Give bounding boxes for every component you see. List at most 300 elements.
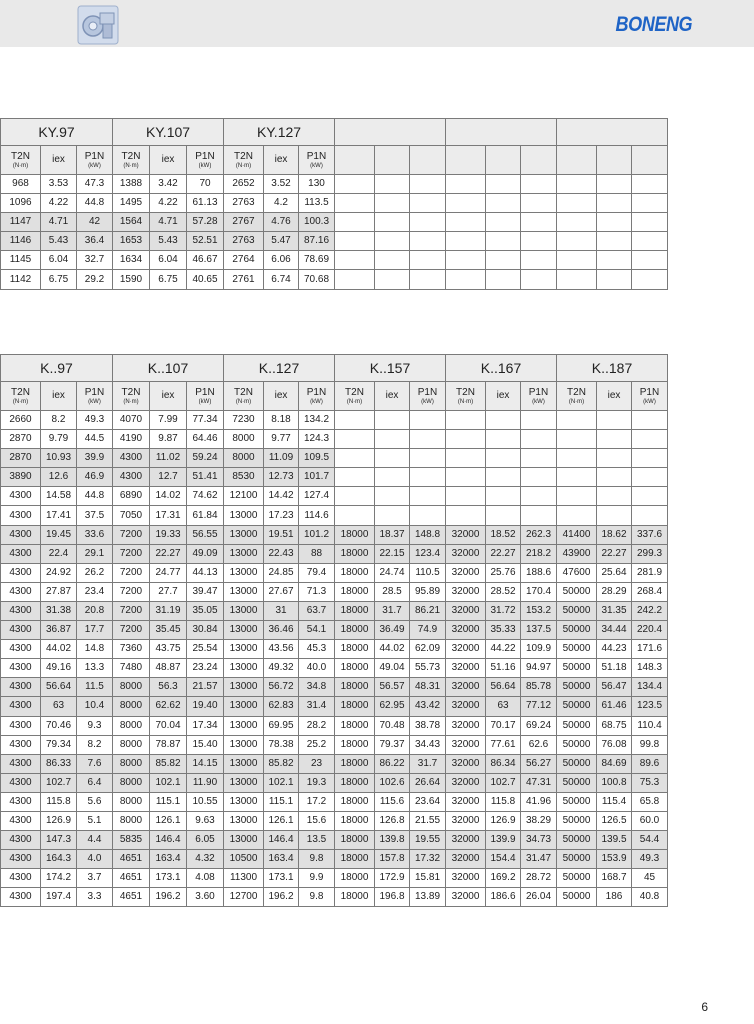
table-cell: 13000: [224, 678, 264, 697]
table-cell: 65.8: [632, 792, 668, 811]
table-cell: 47.31: [521, 773, 557, 792]
table-cell: 23.64: [410, 792, 446, 811]
table-cell: 4070: [113, 411, 150, 430]
table-cell: 8.2: [77, 735, 113, 754]
table-cell: 21.55: [410, 811, 446, 830]
power-label: P1N: [84, 150, 105, 162]
table-cell: 3.60: [187, 888, 224, 907]
table-cell: 70.48: [375, 716, 410, 735]
torque-label: T2N: [11, 386, 30, 398]
table-cell: 8000: [224, 449, 264, 468]
table-cell: [410, 270, 446, 289]
table-cell: 8000: [224, 430, 264, 449]
table-cell: 101.2: [299, 525, 335, 544]
table-cell: 15.40: [187, 735, 224, 754]
table-cell: 50000: [557, 869, 597, 888]
table-cell: [335, 506, 375, 525]
table-cell: 19.45: [41, 525, 77, 544]
table-cell: 11.02: [150, 449, 187, 468]
col-header-i: [150, 382, 187, 411]
table-cell: 9.9: [299, 869, 335, 888]
power-unit: (kW): [310, 398, 323, 405]
table-cell: [632, 411, 668, 430]
table-cell: 4300: [1, 831, 41, 850]
table-cell: 49.09: [187, 544, 224, 563]
table-row: [1, 213, 668, 232]
table-cell: 268.4: [632, 582, 668, 601]
table-cell: [486, 251, 521, 270]
table-cell: [557, 194, 597, 213]
table-cell: 45: [632, 869, 668, 888]
table-cell: 8000: [113, 735, 150, 754]
table-cell: 35.33: [486, 621, 521, 640]
table-cell: [410, 449, 446, 468]
table-cell: 126.5: [597, 811, 632, 830]
table-cell: [410, 411, 446, 430]
table-row: [1, 697, 668, 716]
table-cell: 2761: [224, 270, 264, 289]
col-header-p: [632, 146, 668, 175]
table-cell: 153.9: [597, 850, 632, 869]
table-cell: 4651: [113, 850, 150, 869]
table-cell: 56.3: [150, 678, 187, 697]
table-cell: 32000: [446, 640, 486, 659]
table-cell: 77.12: [521, 697, 557, 716]
torque-label: T2N: [121, 150, 141, 162]
table-cell: 102.7: [486, 773, 521, 792]
table-cell: 17.7: [77, 621, 113, 640]
table-cell: 6.75: [41, 270, 77, 289]
table-cell: 4.22: [150, 194, 187, 213]
table-cell: 1146: [1, 232, 41, 251]
table-cell: 50000: [557, 601, 597, 620]
table-cell: 56.55: [187, 525, 224, 544]
table-cell: 45.3: [299, 640, 335, 659]
table-cell: 29.2: [77, 270, 113, 289]
table-cell: 38.29: [521, 811, 557, 830]
table-cell: [446, 430, 486, 449]
col-header-t: [224, 382, 264, 411]
table-cell: 32000: [446, 544, 486, 563]
table-cell: 9.87: [150, 430, 187, 449]
table-cell: 17.2: [299, 792, 335, 811]
col-header-p: [299, 382, 335, 411]
table-cell: 63: [41, 697, 77, 716]
table-cell: 9.8: [299, 888, 335, 907]
table-cell: 56.57: [375, 678, 410, 697]
power-unit: (kW): [88, 398, 101, 405]
torque-unit: (N·m): [457, 398, 474, 405]
table-cell: 4.76: [264, 213, 299, 232]
table-cell: 31.38: [41, 601, 77, 620]
col-header-p: [187, 146, 224, 175]
ky-series-table: [0, 118, 668, 290]
table-cell: 13.5: [299, 831, 335, 850]
table-cell: [632, 430, 668, 449]
table-cell: 18000: [335, 640, 375, 659]
table-cell: [486, 430, 521, 449]
table-cell: [410, 506, 446, 525]
table-cell: 3.7: [77, 869, 113, 888]
torque-unit: (N·m): [123, 162, 139, 169]
table-cell: 22.43: [264, 544, 299, 563]
table-cell: [632, 251, 668, 270]
table-cell: 2652: [224, 175, 264, 194]
table-row: [1, 811, 668, 830]
table-cell: 13000: [224, 621, 264, 640]
table-cell: 34.43: [410, 735, 446, 754]
table-cell: 148.8: [410, 525, 446, 544]
table-cell: 54.4: [632, 831, 668, 850]
table-cell: [335, 251, 375, 270]
table-cell: 50000: [557, 773, 597, 792]
torque-label: T2N: [234, 150, 253, 162]
table-cell: 70.17: [486, 716, 521, 735]
table-cell: [446, 270, 486, 289]
table-row: [1, 411, 668, 430]
table-cell: 4300: [113, 449, 150, 468]
table-cell: 14.15: [187, 754, 224, 773]
table-cell: 115.6: [375, 792, 410, 811]
table-row: [1, 251, 668, 270]
table-cell: 78.38: [264, 735, 299, 754]
col-header-i: [597, 146, 632, 175]
table-cell: [410, 487, 446, 506]
table-cell: 100.8: [597, 773, 632, 792]
table-cell: 46.9: [77, 468, 113, 487]
table-cell: 51.16: [486, 659, 521, 678]
table-cell: [375, 468, 410, 487]
table-cell: 4300: [1, 544, 41, 563]
table-cell: 4300: [1, 506, 41, 525]
table-cell: 40.8: [632, 888, 668, 907]
table-cell: [446, 506, 486, 525]
table-cell: 13000: [224, 601, 264, 620]
table-cell: 78.87: [150, 735, 187, 754]
table-cell: 32000: [446, 735, 486, 754]
table-cell: 50000: [557, 888, 597, 907]
table-cell: 34.8: [299, 678, 335, 697]
table-row: [1, 506, 668, 525]
table-cell: 64.46: [187, 430, 224, 449]
col-header-i: [41, 382, 77, 411]
table-cell: 14.42: [264, 487, 299, 506]
table-cell: 50000: [557, 678, 597, 697]
column-header-row: [1, 146, 668, 175]
table-cell: 86.22: [375, 754, 410, 773]
table-cell: 9.77: [264, 430, 299, 449]
table-cell: 44.02: [41, 640, 77, 659]
table-cell: [375, 411, 410, 430]
table-cell: 4300: [1, 735, 41, 754]
table-cell: 78.69: [299, 251, 335, 270]
torque-unit: (N·m): [12, 398, 29, 405]
table-cell: 31.4: [299, 697, 335, 716]
table-cell: 5835: [113, 831, 150, 850]
table-cell: 4.71: [150, 213, 187, 232]
col-header-t: [335, 146, 375, 175]
table-cell: 18000: [335, 716, 375, 735]
table-cell: 28.5: [375, 582, 410, 601]
table-cell: 11300: [224, 869, 264, 888]
torque-label: T2N: [234, 386, 253, 398]
table-cell: 1388: [113, 175, 150, 194]
torque-unit: (N·m): [568, 398, 585, 405]
table-cell: [521, 449, 557, 468]
ratio-label: iex: [161, 154, 175, 165]
table-cell: 4.08: [187, 869, 224, 888]
torque-unit: (N·m): [235, 398, 252, 405]
table-cell: [521, 175, 557, 194]
power-unit: (kW): [198, 162, 212, 169]
table-cell: 50000: [557, 621, 597, 640]
table-row: [1, 850, 668, 869]
table-row: [1, 640, 668, 659]
table-cell: 18000: [335, 582, 375, 601]
table-cell: 46.67: [187, 251, 224, 270]
table-cell: 18.62: [597, 525, 632, 544]
col-header-t: [113, 382, 150, 411]
power-unit: (kW): [310, 162, 323, 169]
table-cell: 6.75: [150, 270, 187, 289]
table-cell: 100.3: [299, 213, 335, 232]
table-cell: 69.24: [521, 716, 557, 735]
table-cell: 9.3: [77, 716, 113, 735]
table-cell: 44.13: [187, 563, 224, 582]
table-row: [1, 735, 668, 754]
table-row: [1, 773, 668, 792]
table-cell: 74.62: [187, 487, 224, 506]
table-cell: [486, 449, 521, 468]
table-cell: 13000: [224, 773, 264, 792]
table-cell: 36.46: [264, 621, 299, 640]
table-cell: 32.7: [77, 251, 113, 270]
table-cell: 1145: [1, 251, 41, 270]
table-cell: [597, 270, 632, 289]
table-cell: 109.5: [299, 449, 335, 468]
table-cell: [335, 270, 375, 289]
table-cell: 115.1: [264, 792, 299, 811]
table-cell: 28.72: [521, 869, 557, 888]
table-cell: 262.3: [521, 525, 557, 544]
table-cell: [521, 487, 557, 506]
table-cell: 4.4: [77, 831, 113, 850]
table-cell: 115.4: [597, 792, 632, 811]
table-cell: 43.75: [150, 640, 187, 659]
table-cell: 4300: [1, 582, 41, 601]
torque-label: T2N: [456, 386, 475, 398]
table-cell: 13000: [224, 831, 264, 850]
table-cell: 70.68: [299, 270, 335, 289]
table-cell: 62.95: [375, 697, 410, 716]
table-cell: 31.7: [375, 601, 410, 620]
table-cell: 50000: [557, 697, 597, 716]
table-cell: [486, 270, 521, 289]
table-cell: 5.43: [41, 232, 77, 251]
table-cell: 1495: [113, 194, 150, 213]
table-cell: [521, 430, 557, 449]
table-cell: 18000: [335, 754, 375, 773]
table-cell: 50000: [557, 811, 597, 830]
table-cell: 102.1: [264, 773, 299, 792]
table-cell: 18000: [335, 697, 375, 716]
table-cell: 95.89: [410, 582, 446, 601]
table-cell: 33.6: [77, 525, 113, 544]
table-cell: 6.4: [77, 773, 113, 792]
col-header-i: [264, 146, 299, 175]
table-cell: 52.51: [187, 232, 224, 251]
table-cell: 32000: [446, 811, 486, 830]
table-cell: 34.73: [521, 831, 557, 850]
table-row: [1, 792, 668, 811]
table-cell: 8.18: [264, 411, 299, 430]
table-cell: [557, 175, 597, 194]
table-cell: 42: [77, 213, 113, 232]
table-row: [1, 175, 668, 194]
table-cell: 49.3: [77, 411, 113, 430]
table-cell: 15.6: [299, 811, 335, 830]
table-cell: 76.08: [597, 735, 632, 754]
table-cell: 102.7: [41, 773, 77, 792]
table-cell: 79.37: [375, 735, 410, 754]
table-cell: 153.2: [521, 601, 557, 620]
table-cell: 32000: [446, 525, 486, 544]
table-cell: [446, 194, 486, 213]
table-cell: 18000: [335, 792, 375, 811]
table-cell: 9.8: [299, 850, 335, 869]
table-cell: 86.33: [41, 754, 77, 773]
table-cell: 79.34: [41, 735, 77, 754]
table-cell: 102.1: [150, 773, 187, 792]
power-unit: (kW): [421, 398, 434, 405]
table-cell: 50000: [557, 582, 597, 601]
table-cell: [597, 468, 632, 487]
table-row: [1, 678, 668, 697]
col-header-p: [521, 146, 557, 175]
table-cell: 49.04: [375, 659, 410, 678]
table-cell: 7200: [113, 601, 150, 620]
table-cell: 10.4: [77, 697, 113, 716]
table-cell: [375, 430, 410, 449]
table-cell: 13.3: [77, 659, 113, 678]
table-cell: [632, 175, 668, 194]
table-cell: 4300: [1, 659, 41, 678]
table-cell: 174.2: [41, 869, 77, 888]
table-cell: 196.2: [264, 888, 299, 907]
col-header-t: [113, 146, 150, 175]
col-header-t: [1, 382, 41, 411]
table-cell: 4300: [1, 487, 41, 506]
table-cell: 19.40: [187, 697, 224, 716]
table-cell: [486, 194, 521, 213]
table-cell: 24.85: [264, 563, 299, 582]
col-header-p: [632, 382, 668, 411]
table-cell: [557, 506, 597, 525]
table-cell: 24.74: [375, 563, 410, 582]
table-row: [1, 487, 668, 506]
table-cell: 41400: [557, 525, 597, 544]
table-cell: 18.52: [486, 525, 521, 544]
group-header-row: [1, 119, 668, 146]
table-cell: 968: [1, 175, 41, 194]
series-header: KY.97: [1, 119, 113, 146]
table-cell: 59.24: [187, 449, 224, 468]
table-cell: 4300: [1, 697, 41, 716]
col-header-t: [557, 382, 597, 411]
table-cell: 44.8: [77, 487, 113, 506]
table-cell: 169.2: [486, 869, 521, 888]
table-cell: 23: [299, 754, 335, 773]
table-cell: 146.4: [264, 831, 299, 850]
table-cell: [446, 175, 486, 194]
table-cell: 36.87: [41, 621, 77, 640]
table-cell: [335, 411, 375, 430]
table-cell: 2660: [1, 411, 41, 430]
table-cell: 148.3: [632, 659, 668, 678]
table-cell: 146.4: [150, 831, 187, 850]
table-cell: [521, 411, 557, 430]
table-cell: 14.02: [150, 487, 187, 506]
table-cell: 24.77: [150, 563, 187, 582]
table-cell: 8000: [113, 678, 150, 697]
table-cell: [335, 213, 375, 232]
table-cell: 18000: [335, 888, 375, 907]
table-cell: 8.2: [41, 411, 77, 430]
table-cell: 8530: [224, 468, 264, 487]
col-header-t: [557, 146, 597, 175]
table-cell: [375, 232, 410, 251]
table-cell: 18000: [335, 544, 375, 563]
torque-unit: (N·m): [12, 162, 29, 169]
brand-name: BONENG: [615, 13, 692, 36]
table-cell: 39.47: [187, 582, 224, 601]
table-cell: [486, 213, 521, 232]
table-cell: 18000: [335, 563, 375, 582]
torque-unit: (N·m): [123, 398, 139, 405]
table-cell: 25.76: [486, 563, 521, 582]
table-cell: 13000: [224, 659, 264, 678]
table-cell: 62.62: [150, 697, 187, 716]
table-cell: 6890: [113, 487, 150, 506]
table-cell: 32000: [446, 792, 486, 811]
table-cell: 8000: [113, 792, 150, 811]
table-cell: 28.29: [597, 582, 632, 601]
table-cell: 299.3: [632, 544, 668, 563]
table-cell: 63.7: [299, 601, 335, 620]
table-cell: [410, 468, 446, 487]
table-cell: 139.8: [375, 831, 410, 850]
torque-unit: (N·m): [346, 398, 363, 405]
series-header: [446, 119, 557, 146]
table-cell: 32000: [446, 754, 486, 773]
table-cell: 4.2: [264, 194, 299, 213]
power-label: P1N: [306, 386, 327, 398]
page-number: 6: [701, 1000, 708, 1014]
table-cell: [521, 213, 557, 232]
table-cell: [597, 251, 632, 270]
table-cell: 101.7: [299, 468, 335, 487]
table-cell: 43900: [557, 544, 597, 563]
table-cell: 173.1: [264, 869, 299, 888]
table-cell: 12.7: [150, 468, 187, 487]
power-label: P1N: [84, 386, 105, 398]
series-header: KY.107: [113, 119, 224, 146]
torque-label: T2N: [121, 386, 141, 398]
table-cell: [410, 430, 446, 449]
table-cell: 94.97: [521, 659, 557, 678]
ratio-label: iex: [52, 390, 65, 401]
table-cell: 7200: [113, 525, 150, 544]
